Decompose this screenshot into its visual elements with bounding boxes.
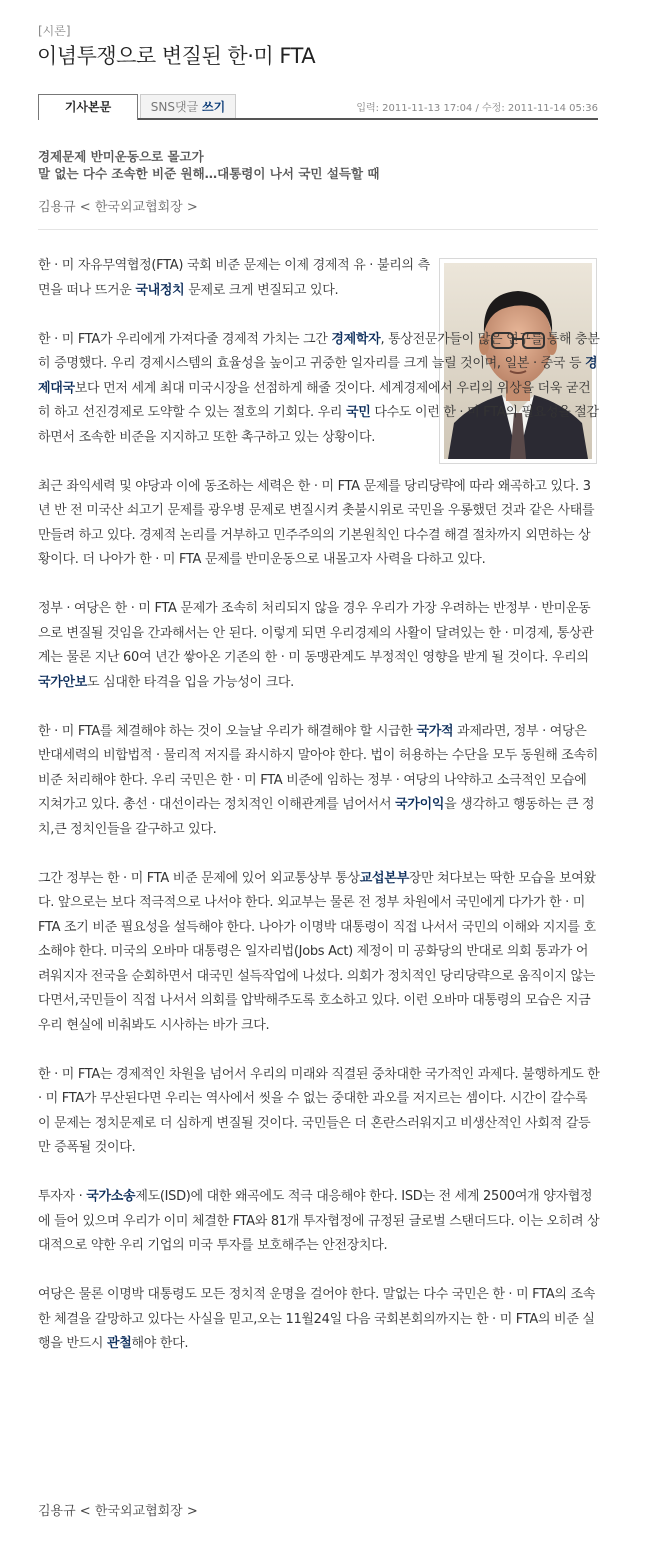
keyword-link[interactable]: 국가이익 <box>395 797 445 812</box>
article-paragraph <box>38 254 430 303</box>
article-dates: 입력: 2011-11-13 17:04 / 수정: 2011-11-14 05:36 <box>356 103 598 114</box>
paragraph-text: 다수도 이런 한 · 미 FTA의 필요성을 절감하면서 조속한 비준을 지지하고 또한 촉구하고 있는 상황이다. <box>38 405 599 445</box>
paragraph-text: 한 · 미 FTA가 우리에게 가져다줄 경제적 가치는 그간 <box>38 331 332 347</box>
article-paragraph <box>38 1185 600 1259</box>
article-paragraph <box>38 1283 600 1357</box>
paragraph-text: 정부 · 여당은 한 · 미 FTA 문제가 조속히 처리되지 않을 경우 우리가 가장 우려하는 반정부 · 반미운동으로 변질될 것임을 간과해서는 안 된다. 이렇게 되면 우리경제의 사활이 달려있는 한 · 미경제, 통상관계는 물론 지난 60여 년간 쌓아온 기존의 한 · 미 동맹관계도 부정적인 영향을 받게 될 것이다. 우리의 <box>38 601 594 665</box>
paragraph-text: 최근 좌익세력 및 야당과 이에 동조하는 세력은 한 · 미 FTA 문제를 당리당략에 따라 왜곡하고 있다. 3년 반 전 미국산 쇠고기 문제를 광우병 문제로 변질시켜 촛불시위로 국민을 우롱했던 것과 같은 사태를 만들려 하고 있다. 경제적 논리를 거부하고 민주주의의 기본원칙인 다수결 해결 절차까지 외면하는 상황이다. 더 나아가 한 · 미 FTA 문제를 반미운동으로 내몰고자 사력을 다하고 있다. <box>38 478 595 567</box>
sns-write-label: 쓰기 <box>202 100 226 114</box>
keyword-link[interactable]: 경제학자 <box>331 331 381 347</box>
article-paragraph <box>38 328 600 451</box>
keyword-link[interactable]: 국가적 <box>416 723 454 739</box>
article-title: 이념투쟁으로 변질된 한·미 FTA <box>37 44 316 68</box>
divider <box>38 229 598 230</box>
tab-sns-comment[interactable] <box>140 94 236 118</box>
article-subheadline <box>38 148 598 182</box>
paragraph-text: 문제로 크게 변질되고 있다. <box>184 282 339 298</box>
paragraph-text: , 통상전문가들이 많은 연구를 통해 충분히 증명했다. 우리 경제시스템의 효율성을 높이고 귀중한 일자리를 크게 늘릴 것이며, 일본 · 중국 등 <box>38 331 600 371</box>
paragraph-text: 보다 먼저 세계 최대 미국시장을 선점하게 해줄 것이다. 세계경제에서 우리의 위상을 더욱 굳건히 하고 선진경제로 도약할 수 있는 절호의 기회다. 우리 <box>38 380 591 420</box>
article-paragraph <box>38 597 600 695</box>
paragraph-text: 한 · 미 FTA는 경제적인 차원을 넘어서 우리의 미래와 직결된 중차대한 국가적인 과제다. 불행하게도 한 · 미 FTA가 무산된다면 우리는 역사에서 씻을 수 없는 중대한 과오를 저지르는 셈이다. 시간이 갈수록 이 문제는 정치문제로 더 심하게 변질될 것이다. 국민들은 더 혼란스러워지고 비생산적인 사회적 갈등만 증폭될 것이다. <box>38 1066 600 1155</box>
paragraph-text: 투자자 · <box>38 1189 87 1204</box>
tab-article-body[interactable]: 기사본문 <box>38 94 138 120</box>
paragraph-text: 한 · 미 FTA를 체결해야 하는 것이 오늘날 우리가 해결해야 할 시급한 <box>38 723 417 739</box>
paragraph-text: 여당은 물론 이명박 대통령도 모든 정치적 운명을 걸어야 한다. 말없는 다수 국민은 한 · 미 FTA의 조속한 체결을 갈망하고 있다는 사실을 믿고,오는 11월24일 다음 국회본회의까지는 한 · 미 FTA의 비준 실행을 반드시 <box>38 1287 595 1351</box>
article-tabbar <box>38 94 598 120</box>
article-paragraph <box>38 867 600 1039</box>
keyword-link[interactable]: 국가소송 <box>86 1189 136 1204</box>
paragraph-text: 도 심대한 타격을 입을 가능성이 크다. <box>87 674 294 690</box>
sns-tab-label: SNS댓글 <box>150 100 203 114</box>
keyword-link[interactable]: 경제대국 <box>38 356 598 396</box>
article-category: [시론] <box>38 24 71 38</box>
keyword-link[interactable]: 국내정치 <box>135 282 185 298</box>
paragraph-text: 해야 한다. <box>131 1336 189 1351</box>
paragraph-text: 장만 쳐다보는 딱한 모습을 보여왔다. 앞으로는 보다 적극적으로 나서야 한다. 외교부는 물론 전 정부 차원에서 국민에게 다가가 한 · 미 FTA 조기 비준 필요성을 설득해야 한다. 나아가 이명박 대통령이 직접 나서서 국민의 이해와 지지를 호소해야 한다. 미국의 오바마 대통령은 일자리법(Jobs Act) 제정이 미 공화당의 반대로 의회 통과가 어려워지자 전국을 순회하면서 대국민 설득작업에 나섰다. 의회가 정치적인 당리당략으로 움직이지 않는다면서,국민들이 직접 나서서 의회를 압박해주도록 호소하고 있다. 이런 오바마 대통령의 모습은 지금 우리 현실에 비춰봐도 시사하는 바가 크다. <box>38 870 596 1033</box>
paragraph-text: 그간 정부는 한 · 미 FTA 비준 문제에 있어 외교통상부 통상 <box>38 870 360 886</box>
article-paragraph <box>38 475 600 573</box>
article-paragraph <box>38 1063 600 1161</box>
keyword-link[interactable]: 국민 <box>346 405 371 420</box>
subheadline-line: 경제문제 반미운동으로 몰고가 <box>38 149 204 164</box>
article-body <box>38 254 600 1381</box>
article-paragraph <box>38 720 600 843</box>
byline-top: 김용규 < 한국외교협회장 > <box>38 200 198 215</box>
keyword-link[interactable]: 교섭본부 <box>359 870 409 886</box>
paragraph-text: 과제라면, 정부 · 여당은 반대세력의 비합법적 · 물리적 저지를 좌시하지 말아야 한다. 법이 허용하는 수단을 모두 동원해 조속히 비준 처리해야 한다. 우리 국민은 한 · 미 FTA 비준에 임하는 정부 · 여당의 나약하고 소극적인 모습에 지쳐가고 있다. 총선 · 대선이라는 정치적인 이해관계를 넘어서서 <box>38 723 599 812</box>
paragraph-text: 을 생각하고 행동하는 큰 정치,큰 정치인들을 갈구하고 있다. <box>38 797 595 837</box>
subheadline-line: 말 없는 다수 조속한 비준 원해…대통령이 나서 국민 설득할 때 <box>38 166 380 181</box>
paragraph-text: 제도(ISD)에 대한 왜곡에도 적극 대응해야 한다. ISD는 전 세계 2500여개 양자협정에 들어 있으며 우리가 이미 체결한 FTA와 81개 투자협정에 규정된 글로벌 스탠더드다. 이는 오히려 상대적으로 약한 우리 기업의 미국 투자를 보호해주는 안전장치다. <box>38 1189 600 1253</box>
byline-bottom: 김용규 < 한국외교협회장 > <box>38 1504 198 1519</box>
keyword-link[interactable]: 관철 <box>106 1336 132 1351</box>
keyword-link[interactable]: 국가안보 <box>38 674 88 690</box>
paragraph-text: 한 · 미 자유무역협정(FTA) 국회 비준 문제는 이제 경제적 유 · 불리의 측면을 떠나 뜨거운 <box>38 258 430 298</box>
